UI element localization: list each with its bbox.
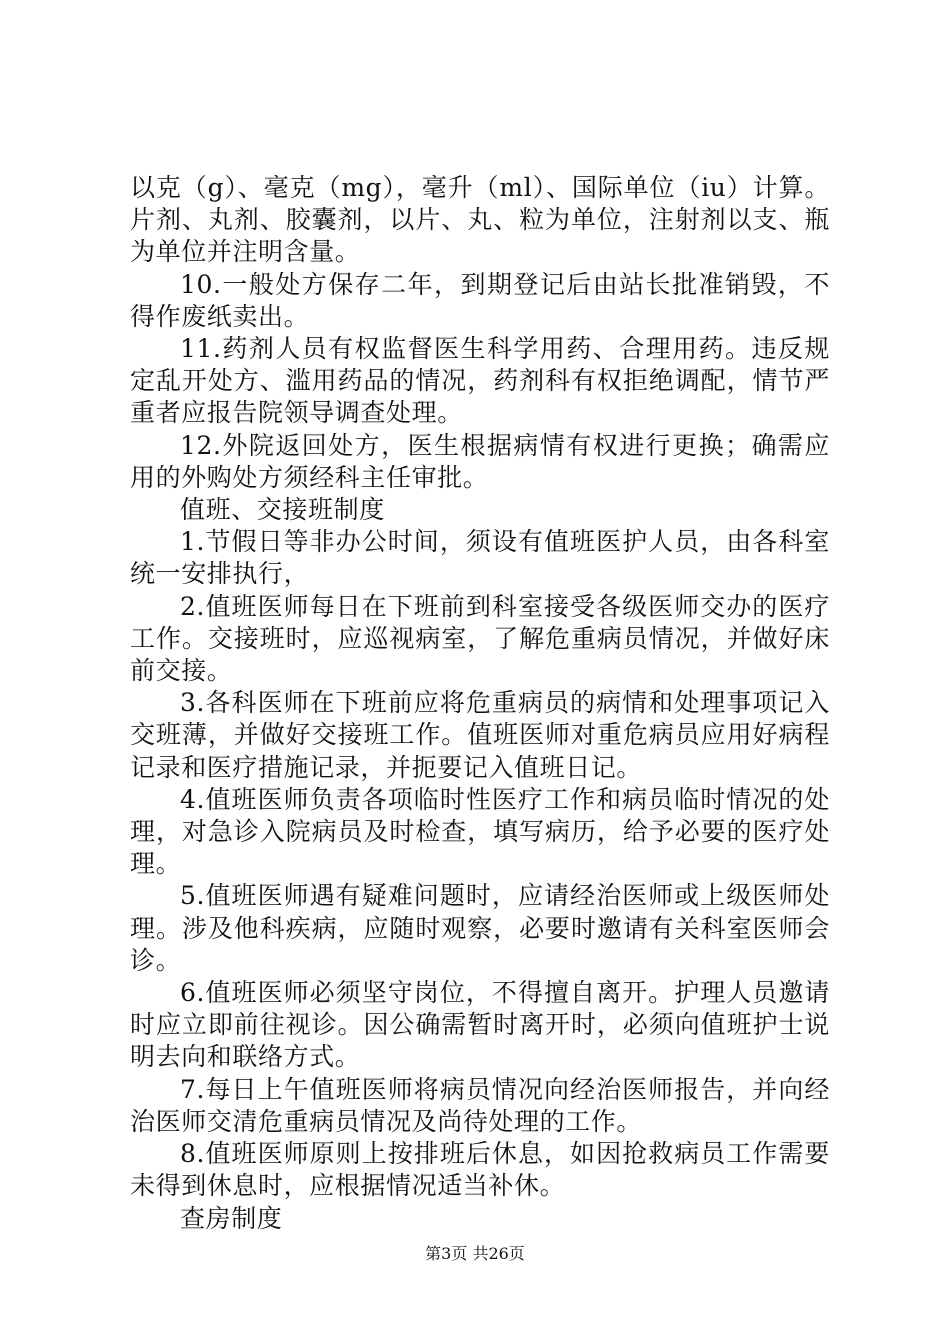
body-paragraph: 1.节假日等非办公时间，须设有值班医护人员，由各科室统一安排执行， [130,527,830,589]
body-paragraph: 5.值班医师遇有疑难问题时，应请经治医师或上级医师处理。涉及他科疾病，应随时观察，必要时邀请有关科室医师会诊。 [130,881,830,975]
body-paragraph: 2.值班医师每日在下班前到科室接受各级医师交办的医疗工作。交接班时，应巡视病室，了解危重病员情况，并做好床前交接。 [130,591,830,686]
body-paragraph: 12.外院返回处方，医生根据病情有权进行更换；确需应用的外购处方须经科主任审批。 [130,430,830,492]
document-body [130,172,830,1235]
body-paragraph: 3.各科医师在下班前应将危重病员的病情和处理事项记入交班薄，并做好交接班工作。值班医师对重危病员应用好病程记录和医疗措施记录，并扼要记入值班日记。 [130,688,830,782]
page-number-footer: 第3页 共26页 [425,1244,525,1263]
body-paragraph: 查房制度 [180,1203,283,1233]
body-paragraph: 11.药剂人员有权监督医生科学用药、合理用药。违反规定乱开处方、滥用药品的情况，药剂科有权拒绝调配，情节严重者应报告院领导调查处理。 [130,334,830,428]
body-paragraph: 10.一般处方保存二年，到期登记后由站长批准销毁，不得作废纸卖出。 [130,269,830,331]
body-paragraph: 值班、交接班制度 [180,495,385,525]
body-paragraph: 8.值班医师原则上按排班后休息，如因抢救病员工作需要未得到休息时，应根据情况适当补休。 [130,1139,830,1201]
body-paragraph: 7.每日上午值班医师将病员情况向经治医师报告，并向经治医师交清危重病员情况及尚待处理的工作。 [130,1074,830,1136]
body-paragraph: 以克（g）、毫克（mg），毫升（ml）、国际单位（iu）计算。片剂、丸剂、胶囊剂，以片、丸、粒为单位，注射剂以支、瓶为单位并注明含量。 [130,173,830,267]
body-paragraph: 6.值班医师必须坚守岗位，不得擅自离开。护理人员邀请时应立即前往视诊。因公确需暂时离开时，必须向值班护士说明去向和联络方式。 [130,978,830,1072]
body-paragraph: 4.值班医师负责各项临时性医疗工作和病员临时情况的处理，对急诊入院病员及时检查，填写病历，给予必要的医疗处理。 [130,784,830,879]
